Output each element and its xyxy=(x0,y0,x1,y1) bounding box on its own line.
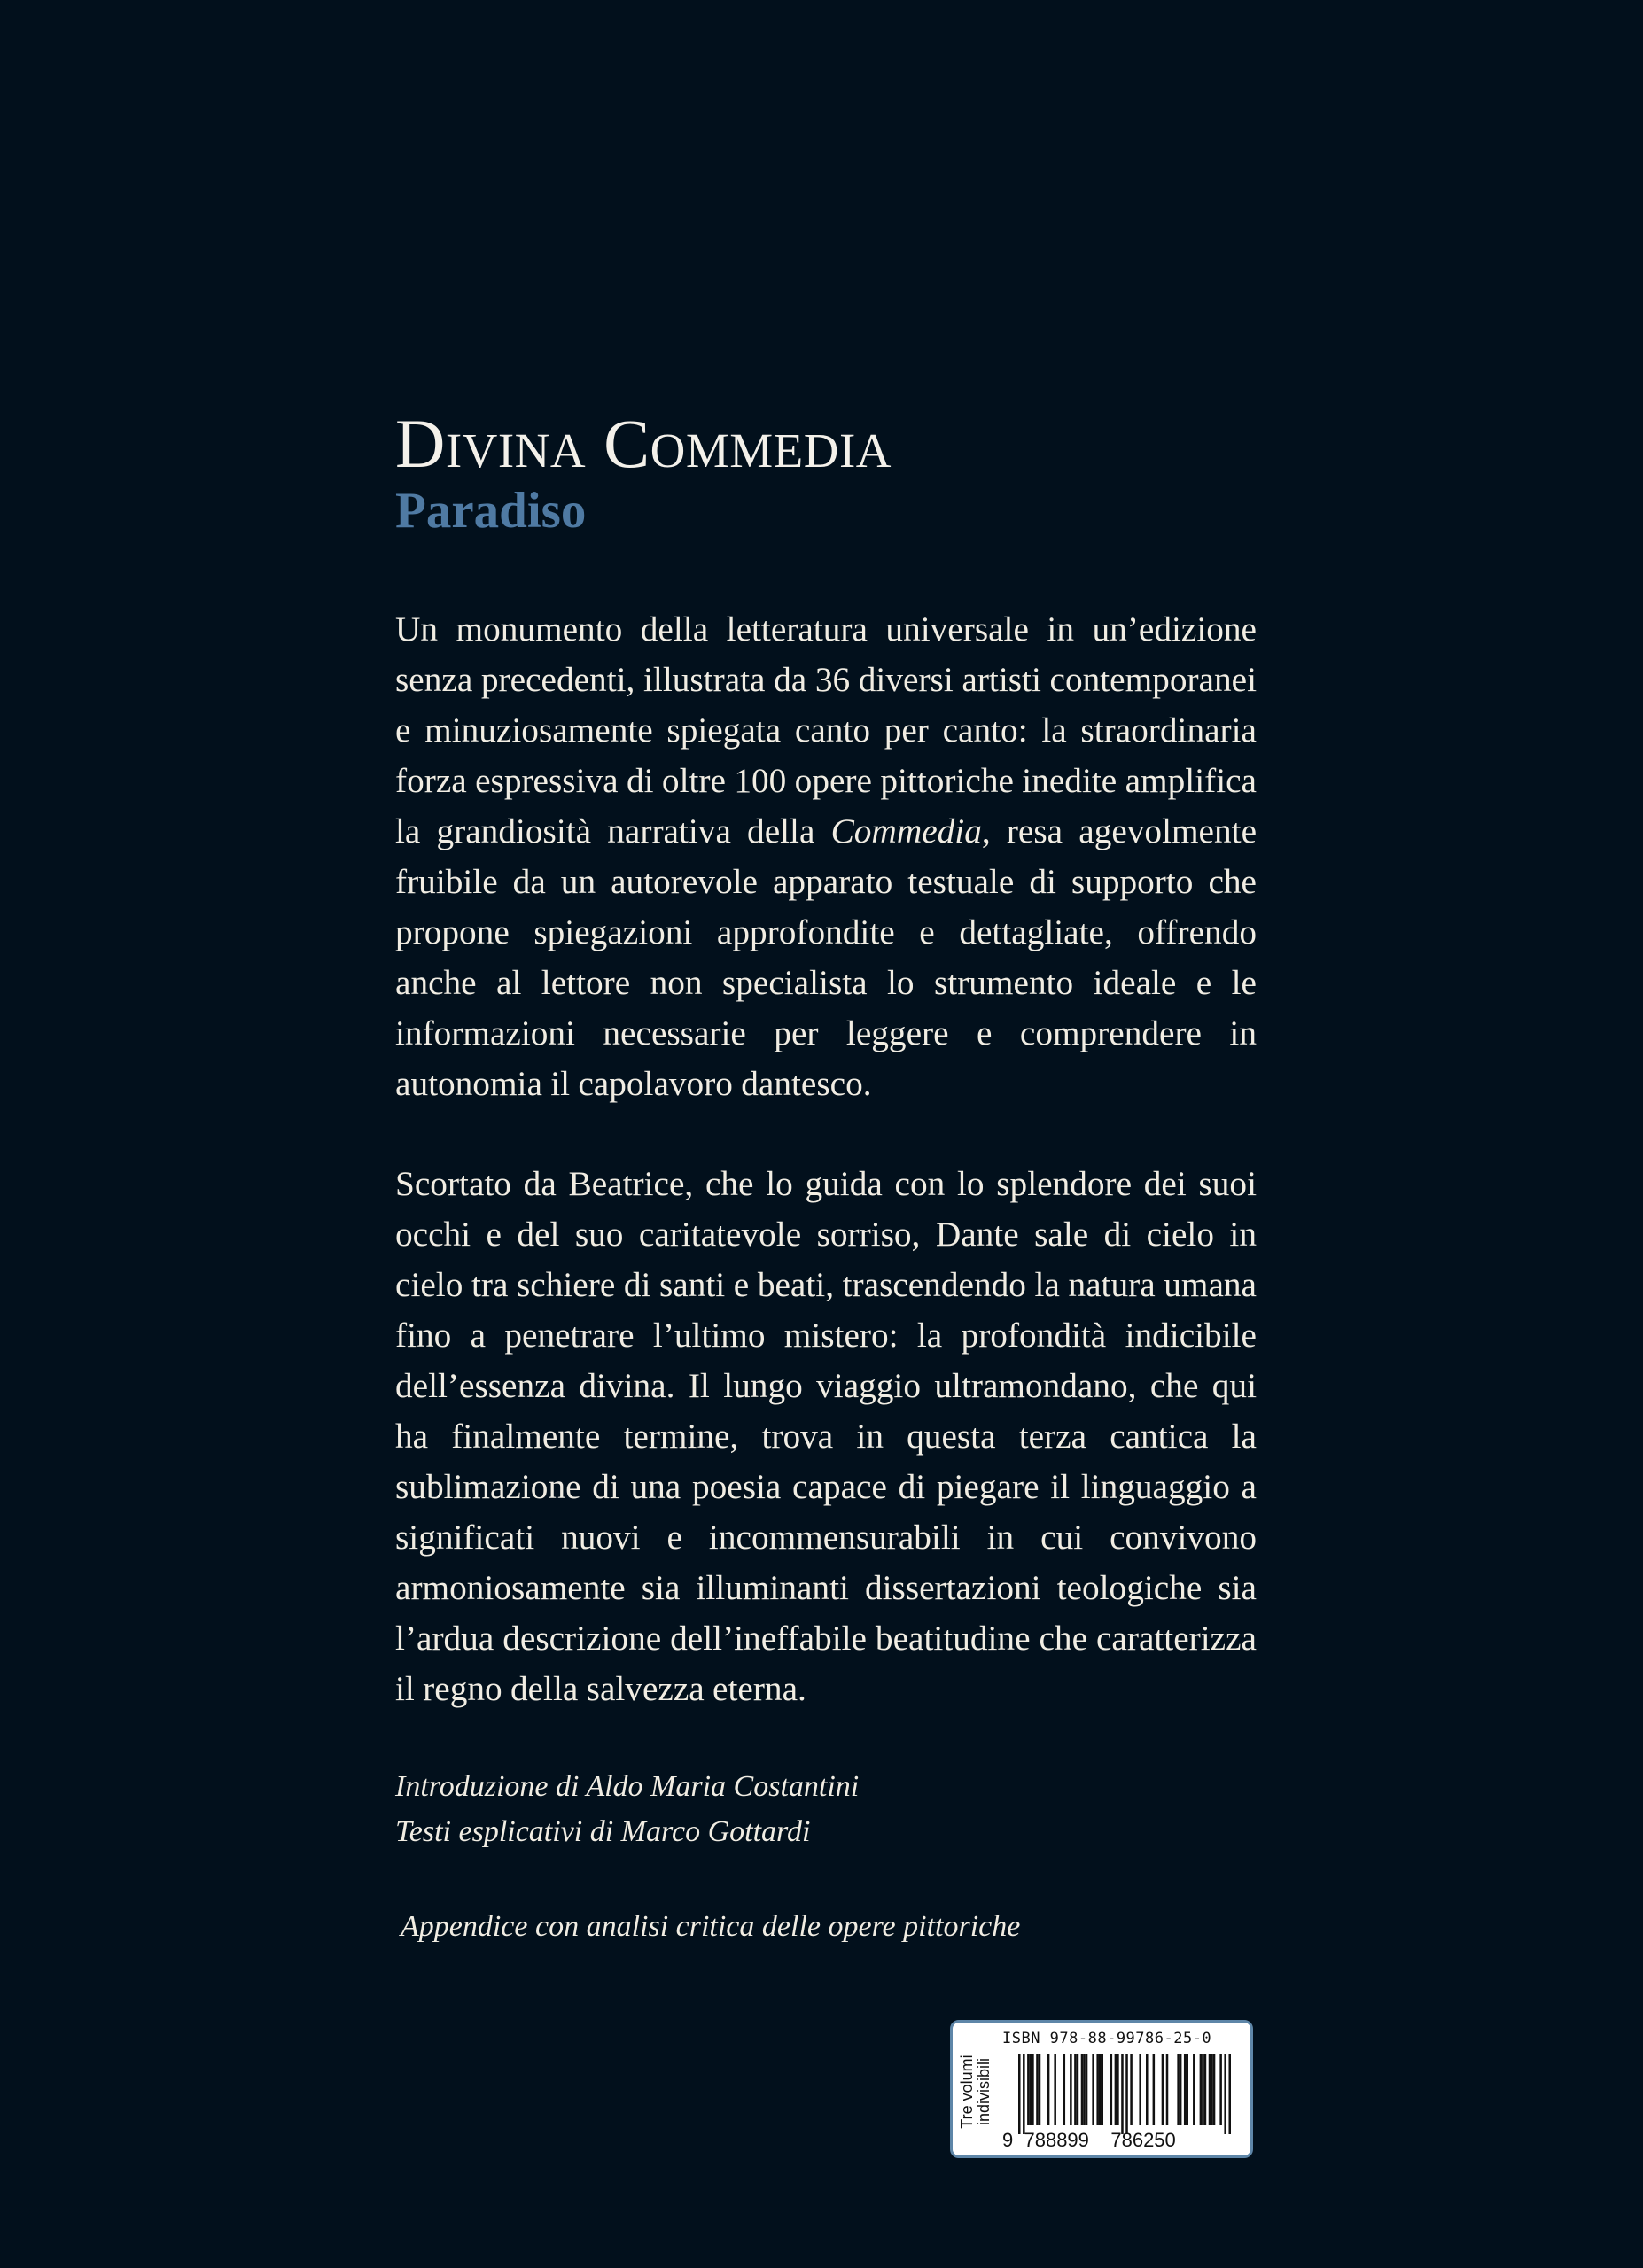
volumes-note-text: Tre volumi indivisibili xyxy=(958,2054,993,2129)
barcode-bar xyxy=(1202,2054,1204,2125)
barcode-bar xyxy=(1193,2054,1195,2125)
blurb-p1-start: Un monumento della letteratura universale in un’edizione senza precedenti, illustrata da 36 diversi artisti contemporanei e minuziosamente spiegata canto per canto: la straordinaria forza espressiva di oltre 100 opere pittoriche inedite amplifica la grandiosità narrativa della xyxy=(395,610,1257,851)
barcode-bar xyxy=(1184,2054,1187,2125)
barcode-bar xyxy=(1228,2054,1231,2134)
barcode-bar xyxy=(1180,2054,1182,2125)
barcode-bar xyxy=(1177,2054,1180,2125)
barcode-digit-first: 9 xyxy=(1002,2129,1014,2151)
barcode-digits xyxy=(1002,2129,1176,2152)
barcode-bar xyxy=(1054,2054,1056,2125)
barcode-bar xyxy=(1117,2054,1119,2125)
barcode-bar xyxy=(1023,2054,1025,2134)
barcode-bar xyxy=(1099,2054,1102,2125)
book-subtitle: Paradiso xyxy=(395,482,587,539)
barcode-bar xyxy=(1074,2054,1077,2125)
isbn-barcode-box xyxy=(950,2020,1253,2158)
barcode-bar xyxy=(1101,2054,1103,2125)
barcode-bar xyxy=(1030,2054,1032,2125)
barcode-bar xyxy=(1110,2054,1113,2125)
barcode-bar xyxy=(1115,2054,1117,2125)
barcode-bar xyxy=(1047,2054,1050,2125)
barcode-bar xyxy=(1204,2054,1207,2125)
barcode-bar xyxy=(1083,2054,1086,2125)
barcode-digits-left: 788899 xyxy=(1024,2129,1089,2151)
barcode-bar xyxy=(1186,2054,1188,2125)
barcode-bar xyxy=(1096,2054,1099,2125)
barcode-bar xyxy=(1146,2054,1149,2125)
credits xyxy=(395,1764,1257,1854)
credit-introduction: Introduzione di Aldo Maria Costantini xyxy=(395,1770,860,1804)
barcode-bar xyxy=(1209,2054,1211,2125)
barcode-bar xyxy=(1077,2054,1079,2125)
barcode-bar xyxy=(1063,2054,1066,2125)
barcode-bar xyxy=(1018,2054,1021,2134)
barcode-bar xyxy=(1200,2054,1203,2125)
barcode-bar xyxy=(1081,2054,1084,2125)
blurb-p1-italic-title: Commedia xyxy=(830,812,982,851)
barcode-bar xyxy=(1125,2054,1128,2134)
barcode-bar xyxy=(1032,2054,1034,2125)
barcode-bar xyxy=(1211,2054,1213,2125)
barcode-bar xyxy=(1027,2054,1030,2125)
barcode-bar xyxy=(1070,2054,1072,2125)
isbn-label: ISBN 978-88-99786-25-0 xyxy=(1002,2030,1212,2047)
blurb-p1-end: , resa agevolmente fruibile da un autorevole apparato testuale di supporto che propone spiegazioni approfondite e dettagliate, offrendo anche al lettore non specialista lo strumento ideale e le informazioni necessarie per leggere e comprendere in autonomia il capolavoro dantesco. xyxy=(395,812,1258,1104)
barcode-bar xyxy=(1139,2054,1141,2125)
barcode xyxy=(1018,2054,1231,2134)
barcode-bar xyxy=(1162,2054,1164,2125)
credit-explanatory-texts: Testi esplicativi di Marco Gottardi xyxy=(395,1815,811,1849)
back-cover-content xyxy=(395,406,1257,1949)
appendix-note: Appendice con analisi critica delle opere pittoriche xyxy=(401,1910,1021,1944)
blurb-paragraph-1 xyxy=(395,604,1257,1109)
barcode-bar xyxy=(1166,2054,1169,2125)
book-title: Divina Commedia xyxy=(395,405,892,482)
barcode-bar xyxy=(1224,2054,1226,2134)
barcode-bar xyxy=(1213,2054,1216,2125)
barcode-bar xyxy=(1039,2054,1041,2125)
barcode-bar xyxy=(1130,2054,1133,2125)
barcode-digits-right: 786250 xyxy=(1110,2129,1176,2151)
blurb-paragraph-2: Scortato da Beatrice, che lo guida con lo splendore dei suoi occhi e del suo caritatevole sorriso, Dante sale di cielo in cielo tra schiere di santi e beati, trascendendo la natura umana fino a penetrare l’ultimo mistero: la profondità indicibile dell’essenza divina. Il lungo viaggio ultramondano, che qui ha finalmente termine, trova in questa terza cantica la sublimazione di una poesia capace di piegare il linguaggio a significati nuovi e incommensurabili in cui convivono armoniosamente sia illuminanti dissertazioni teologiche sia l’ardua descrizione dell’ineffabile beatitudine che caratterizza il regno della salvezza eterna. xyxy=(395,1164,1257,1709)
barcode-bar xyxy=(1036,2054,1039,2125)
barcode-bar xyxy=(1219,2054,1222,2125)
barcode-bar xyxy=(1086,2054,1088,2125)
barcode-bar xyxy=(1121,2054,1124,2134)
barcode-bar xyxy=(1092,2054,1094,2125)
volumes-note xyxy=(958,2031,993,2152)
barcode-bar xyxy=(1153,2054,1156,2125)
